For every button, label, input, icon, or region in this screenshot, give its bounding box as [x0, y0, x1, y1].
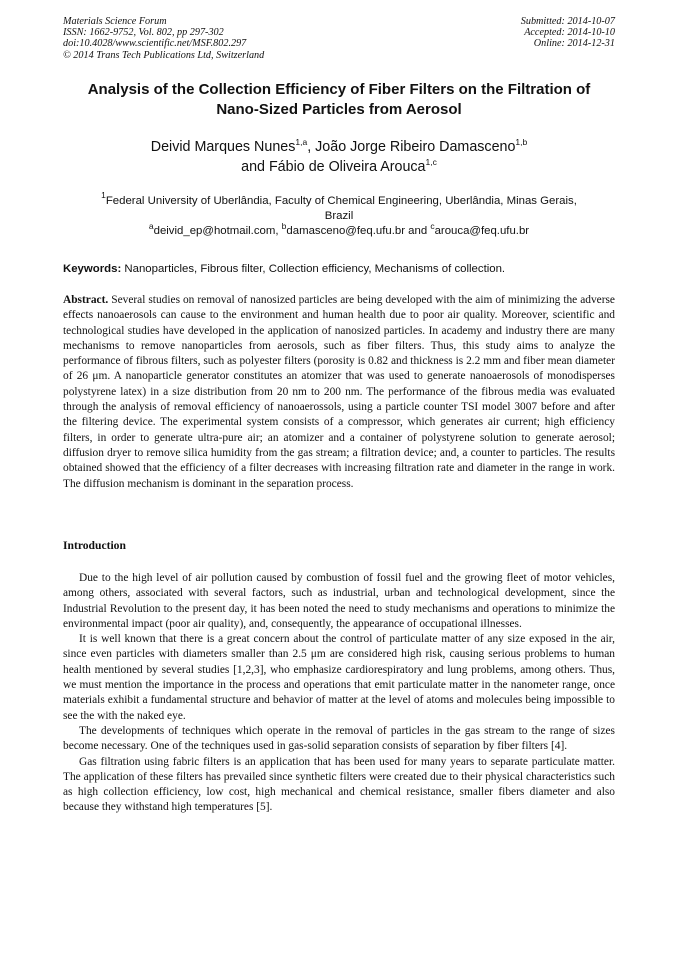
- email-link: arouca@feq.ufu.br: [434, 225, 530, 237]
- affiliation-country: Brazil: [324, 210, 354, 222]
- dates-info: [521, 16, 615, 50]
- author-line-2: [60, 157, 618, 177]
- copyright: © 2014 Trans Tech Publications Ltd, Switzerland: [63, 49, 265, 61]
- author-separator: ,: [307, 139, 316, 155]
- keywords: [63, 262, 618, 277]
- email-line: [60, 221, 618, 239]
- affiliation-text: Federal University of Uberlândia, Faculty of Chemical Engineering, Uberlândia, Minas Gerais,: [105, 195, 577, 207]
- online-date: Online: 2014-12-31: [533, 38, 615, 50]
- author-superscript: 1,c: [425, 157, 437, 167]
- email-superscript: c: [430, 221, 435, 231]
- author-line-1: [60, 137, 618, 157]
- abstract-text: Several studies on removal of nanosized particles are being developed with the aim of minimizing the adverse effects nanoaerosols can cause to the environment and human health due to poor air quality. Moreover, scientific and technological studies have developed in the application of nanosized particles. In academy and industry there are many mechanisms to remove nanoparticles from aerosols, such as fiber filters. Thus, this study aims to analyze the performance of fibrous filters, such as polyester filters (porosity is 0.82 and thickness is 2.2 mm and fiber mean diameter of 26 μm. A nanoparticle generator constitutes an atomizer that was used to generate nanoaerosols of monodisperses polystyrene latex) in a size distribution from 20 nm to 200 nm. The performance of the fibrous media was evaluated through the analysis of removal efficiency of nanoaerossols, using a particle counter TSI model 3007 before and after the filtering device. The experimental system consists of a compressor, which generates air current; high efficiency filters, in order to generate ultra-pure air; an atomizer and a container of polystyrene solution to generate aerosol; diffusion dryer to remove silica humidity from the gas stream; a filtration device; and, a counter to particles. The results obtained showed that the efficiency of a filter decreases with increasing filtration rate and diameter in the range in work. The diffusion mechanism is dominant in the separation process.: [63, 294, 615, 490]
- section-heading: Introduction: [63, 539, 126, 552]
- title-line-1: Analysis of the Collection Efficiency of Fiber Filters on the Filtration of: [87, 81, 591, 98]
- affiliation: [60, 190, 618, 239]
- email-superscript: a: [148, 221, 154, 231]
- title-line-2: Nano-Sized Particles from Aerosol: [216, 101, 462, 118]
- email-superscript: b: [281, 221, 287, 231]
- author-and: and: [241, 159, 269, 175]
- paragraph: The developments of techniques which operate in the removal of particles in the gas stream to the range of sizes become necessary. One of the techniques used in gas-solid separation consists of separation by fiber filters [4].: [63, 724, 615, 753]
- paper-title: [60, 80, 618, 120]
- paragraph: It is well known that there is a great concern about the control of particulate matter of any size exposed in the air, since even particles with diameters smaller than 2.5 μm are considered high risk, causing serious problems to human health mentioned by several studies [1,2,3], who emphasize cardiorespiratory and lung problems, among others. Thus, we must mention the importance in the process and operations that emit particulate matter in the nanometer range, once materials exhibit a fundamental structure and behavior of matter at the level of atoms and molecules being impossible to see the with the naked eye.: [63, 633, 615, 722]
- author-superscript: 1,a: [295, 137, 308, 147]
- abstract: [63, 293, 615, 492]
- issn: ISSN: 1662-9752, Vol. 802, pp 297-302: [63, 27, 224, 39]
- affiliation-line: [60, 190, 618, 209]
- author-superscript: 1,b: [515, 137, 528, 147]
- abstract-label: Abstract.: [63, 294, 109, 306]
- accepted-date: Accepted: 2014-10-10: [524, 27, 615, 39]
- introduction-body: [63, 571, 615, 816]
- submitted-date: Submitted: 2014-10-07: [520, 16, 615, 27]
- keywords-text: Nanoparticles, Fibrous filter, Collection efficiency, Mechanisms of collection.: [121, 263, 506, 275]
- paragraph: Gas filtration using fabric filters is an application that has been used for many years to separate particulate matter. The application of these filters has prevailed since synthetic filters were created due to their physical characteristics such as high collection efficiency, low cost, high mechanical and chemical resistance, smaller fibers diameter and also because they withstand high temperatures [5].: [63, 755, 615, 814]
- paragraph: Due to the high level of air pollution caused by combustion of fossil fuel and the growing fleet of motor vehicles, among others, associated with several factors, such as industrial, urban and technological development, since the Industrial Revolution to the present day, it has been noted the need to study mechanisms and operations to minimize the environmental impact (poor air quality), and, consequently, the appearance of occupational illnesses.: [63, 572, 615, 630]
- doi: doi:10.4028/www.scientific.net/MSF.802.297: [63, 38, 247, 50]
- affiliation-superscript: 1: [101, 190, 106, 200]
- author-name: João Jorge Ribeiro Damasceno: [315, 139, 516, 155]
- journal-name: Materials Science Forum: [63, 16, 167, 27]
- journal-info: [63, 16, 264, 61]
- author-name: Fábio de Oliveira Arouca: [268, 159, 426, 175]
- author-list: [60, 137, 618, 177]
- keywords-label: Keywords:: [63, 263, 122, 275]
- email-link: damasceno@feq.ufu.br and: [286, 225, 431, 237]
- email-link: deivid_ep@hotmail.com,: [153, 225, 282, 237]
- author-name: Deivid Marques Nunes: [150, 139, 296, 155]
